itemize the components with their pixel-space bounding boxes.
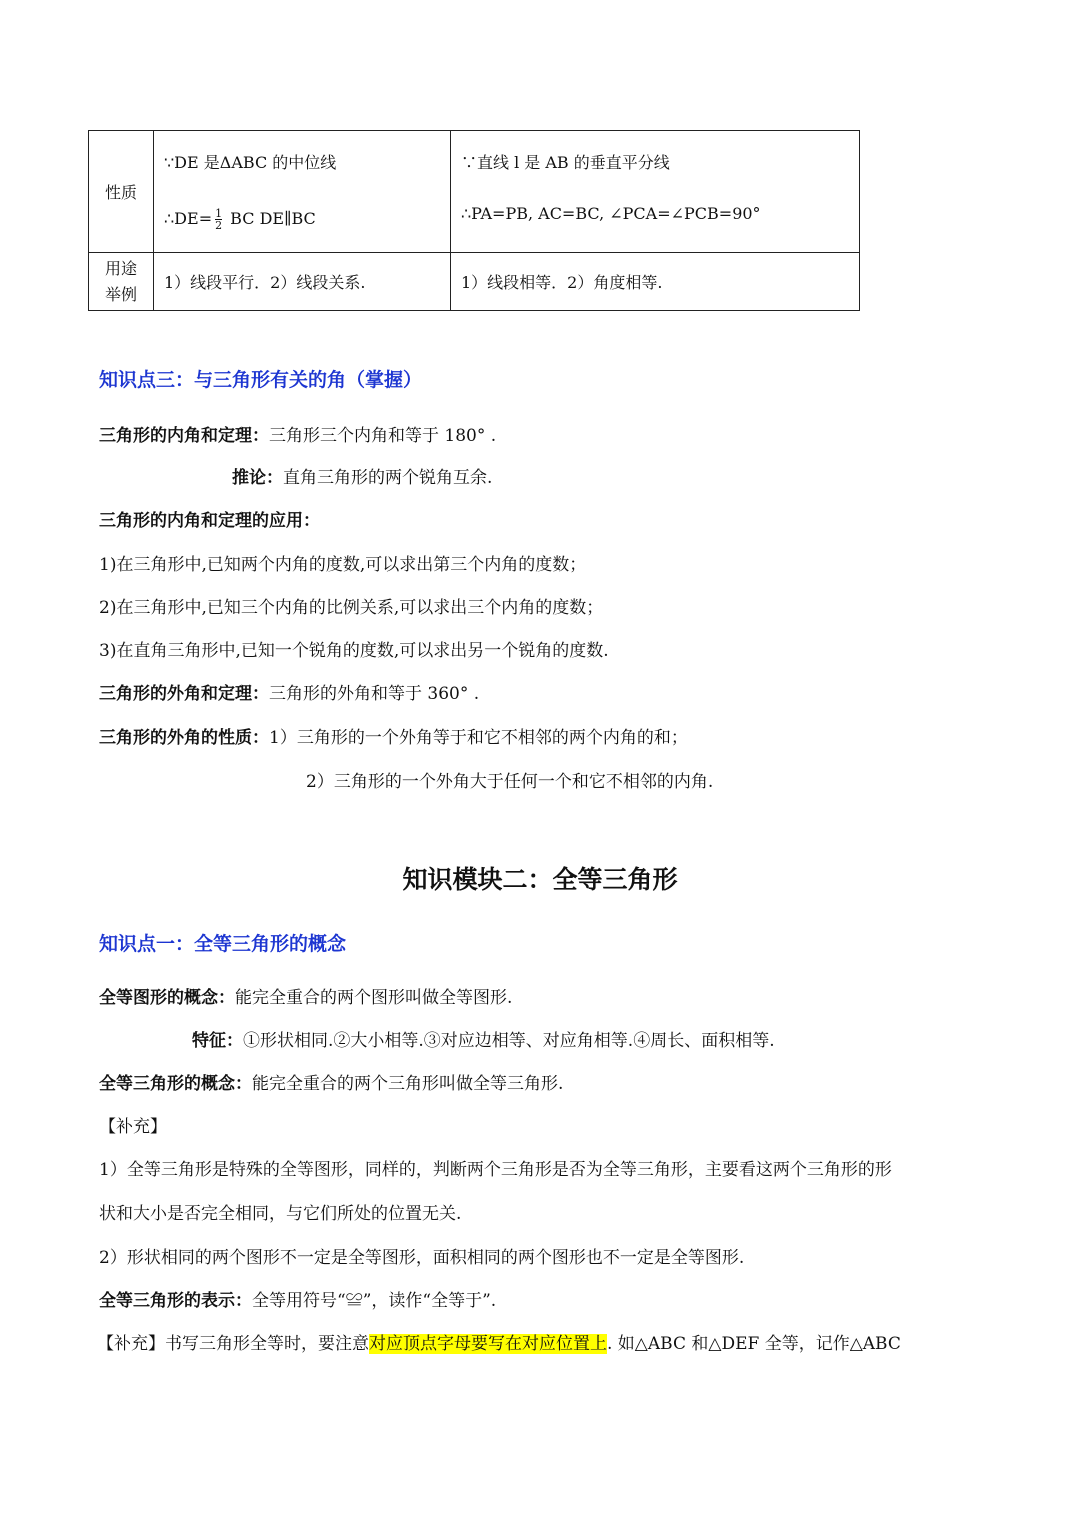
midline-conclusion: ∴DE= $\frac{1}{2}$ BC DE∥BC bbox=[164, 206, 316, 232]
application-label: 三角形的内角和定理的应用： bbox=[99, 511, 320, 531]
table-header-cell: 用途 举例 bbox=[89, 253, 154, 311]
table-row bbox=[89, 253, 860, 311]
table-cell bbox=[451, 131, 860, 253]
module-title: 知识模块二：全等三角形 bbox=[402, 865, 678, 894]
congruent-figure-concept: 全等图形的概念：能完全重合的两个图形叫做全等图形. bbox=[99, 988, 513, 1008]
highlighted-text: 对应顶点字母要写在对应位置上 bbox=[369, 1334, 607, 1354]
table-cell bbox=[154, 131, 451, 253]
table-cell: 1）线段平行．2）线段关系. bbox=[154, 253, 451, 311]
features: 特征：①形状相同.②大小相等.③对应边相等、对应角相等.④周长、面积相等. bbox=[192, 1031, 775, 1051]
exterior-angle-property: 三角形的外角的性质：1）三角形的一个外角等于和它不相邻的两个内角的和； bbox=[99, 728, 688, 748]
congruent-triangle-concept: 全等三角形的概念：能完全重合的两个三角形叫做全等三角形. bbox=[99, 1074, 564, 1094]
supplement-paragraph: 1）全等三角形是特殊的全等图形，同样的，判断两个三角形是否为全等三角形，主要看这两个三角形的形 bbox=[99, 1160, 892, 1180]
table-cell: 1）线段相等．2）角度相等. bbox=[451, 253, 860, 311]
exterior-angle-property-2: 2）三角形的一个外角大于任何一个和它不相邻的内角. bbox=[306, 772, 714, 792]
supplement-label: 【补充】 bbox=[99, 1117, 167, 1137]
table-header-cell: 性质 bbox=[89, 131, 154, 253]
supplement-paragraph: 状和大小是否完全相同，与它们所处的位置无关. bbox=[99, 1204, 462, 1224]
application-item: 1)在三角形中,已知两个内角的度数,可以求出第三个内角的度数； bbox=[99, 555, 587, 575]
table-row bbox=[89, 131, 860, 253]
congruence-notation: 全等三角形的表示：全等用符号“≌”，读作“全等于”. bbox=[99, 1291, 497, 1311]
properties-table bbox=[88, 130, 860, 311]
exterior-angle-theorem: 三角形的外角和定理：三角形的外角和等于 360° . bbox=[99, 684, 480, 704]
bisector-condition: ∵直线 l 是 AB 的垂直平分线 bbox=[461, 152, 670, 172]
supplement-paragraph: 2）形状相同的两个图形不一定是全等图形，面积相同的两个图形也不一定是全等图形. bbox=[99, 1248, 745, 1268]
application-item: 3)在直角三角形中,已知一个锐角的度数,可以求出另一个锐角的度数. bbox=[99, 641, 609, 661]
bisector-conclusion: ∴PA=PB, AC=BC, ∠PCA=∠PCB=90° bbox=[461, 203, 761, 223]
interior-angle-theorem: 三角形的内角和定理：三角形三个内角和等于 180° . bbox=[99, 426, 497, 446]
application-item: 2)在三角形中,已知三个内角的比例关系,可以求出三个内角的度数； bbox=[99, 598, 604, 618]
supplement-writing-rule: 【补充】书写三角形全等时，要注意对应顶点字母要写在对应位置上. 如△ABC 和△DEF 全等，记作△ABC bbox=[97, 1334, 901, 1354]
section-heading: 知识点三：与三角形有关的角（掌握） bbox=[99, 369, 423, 391]
corollary: 推论：直角三角形的两个锐角互余. bbox=[232, 468, 493, 488]
section-heading: 知识点一：全等三角形的概念 bbox=[99, 933, 347, 955]
midline-condition: ∵DE 是ΔABC 的中位线 bbox=[164, 152, 337, 172]
fraction: $\frac{1}{2}$ bbox=[215, 206, 223, 232]
